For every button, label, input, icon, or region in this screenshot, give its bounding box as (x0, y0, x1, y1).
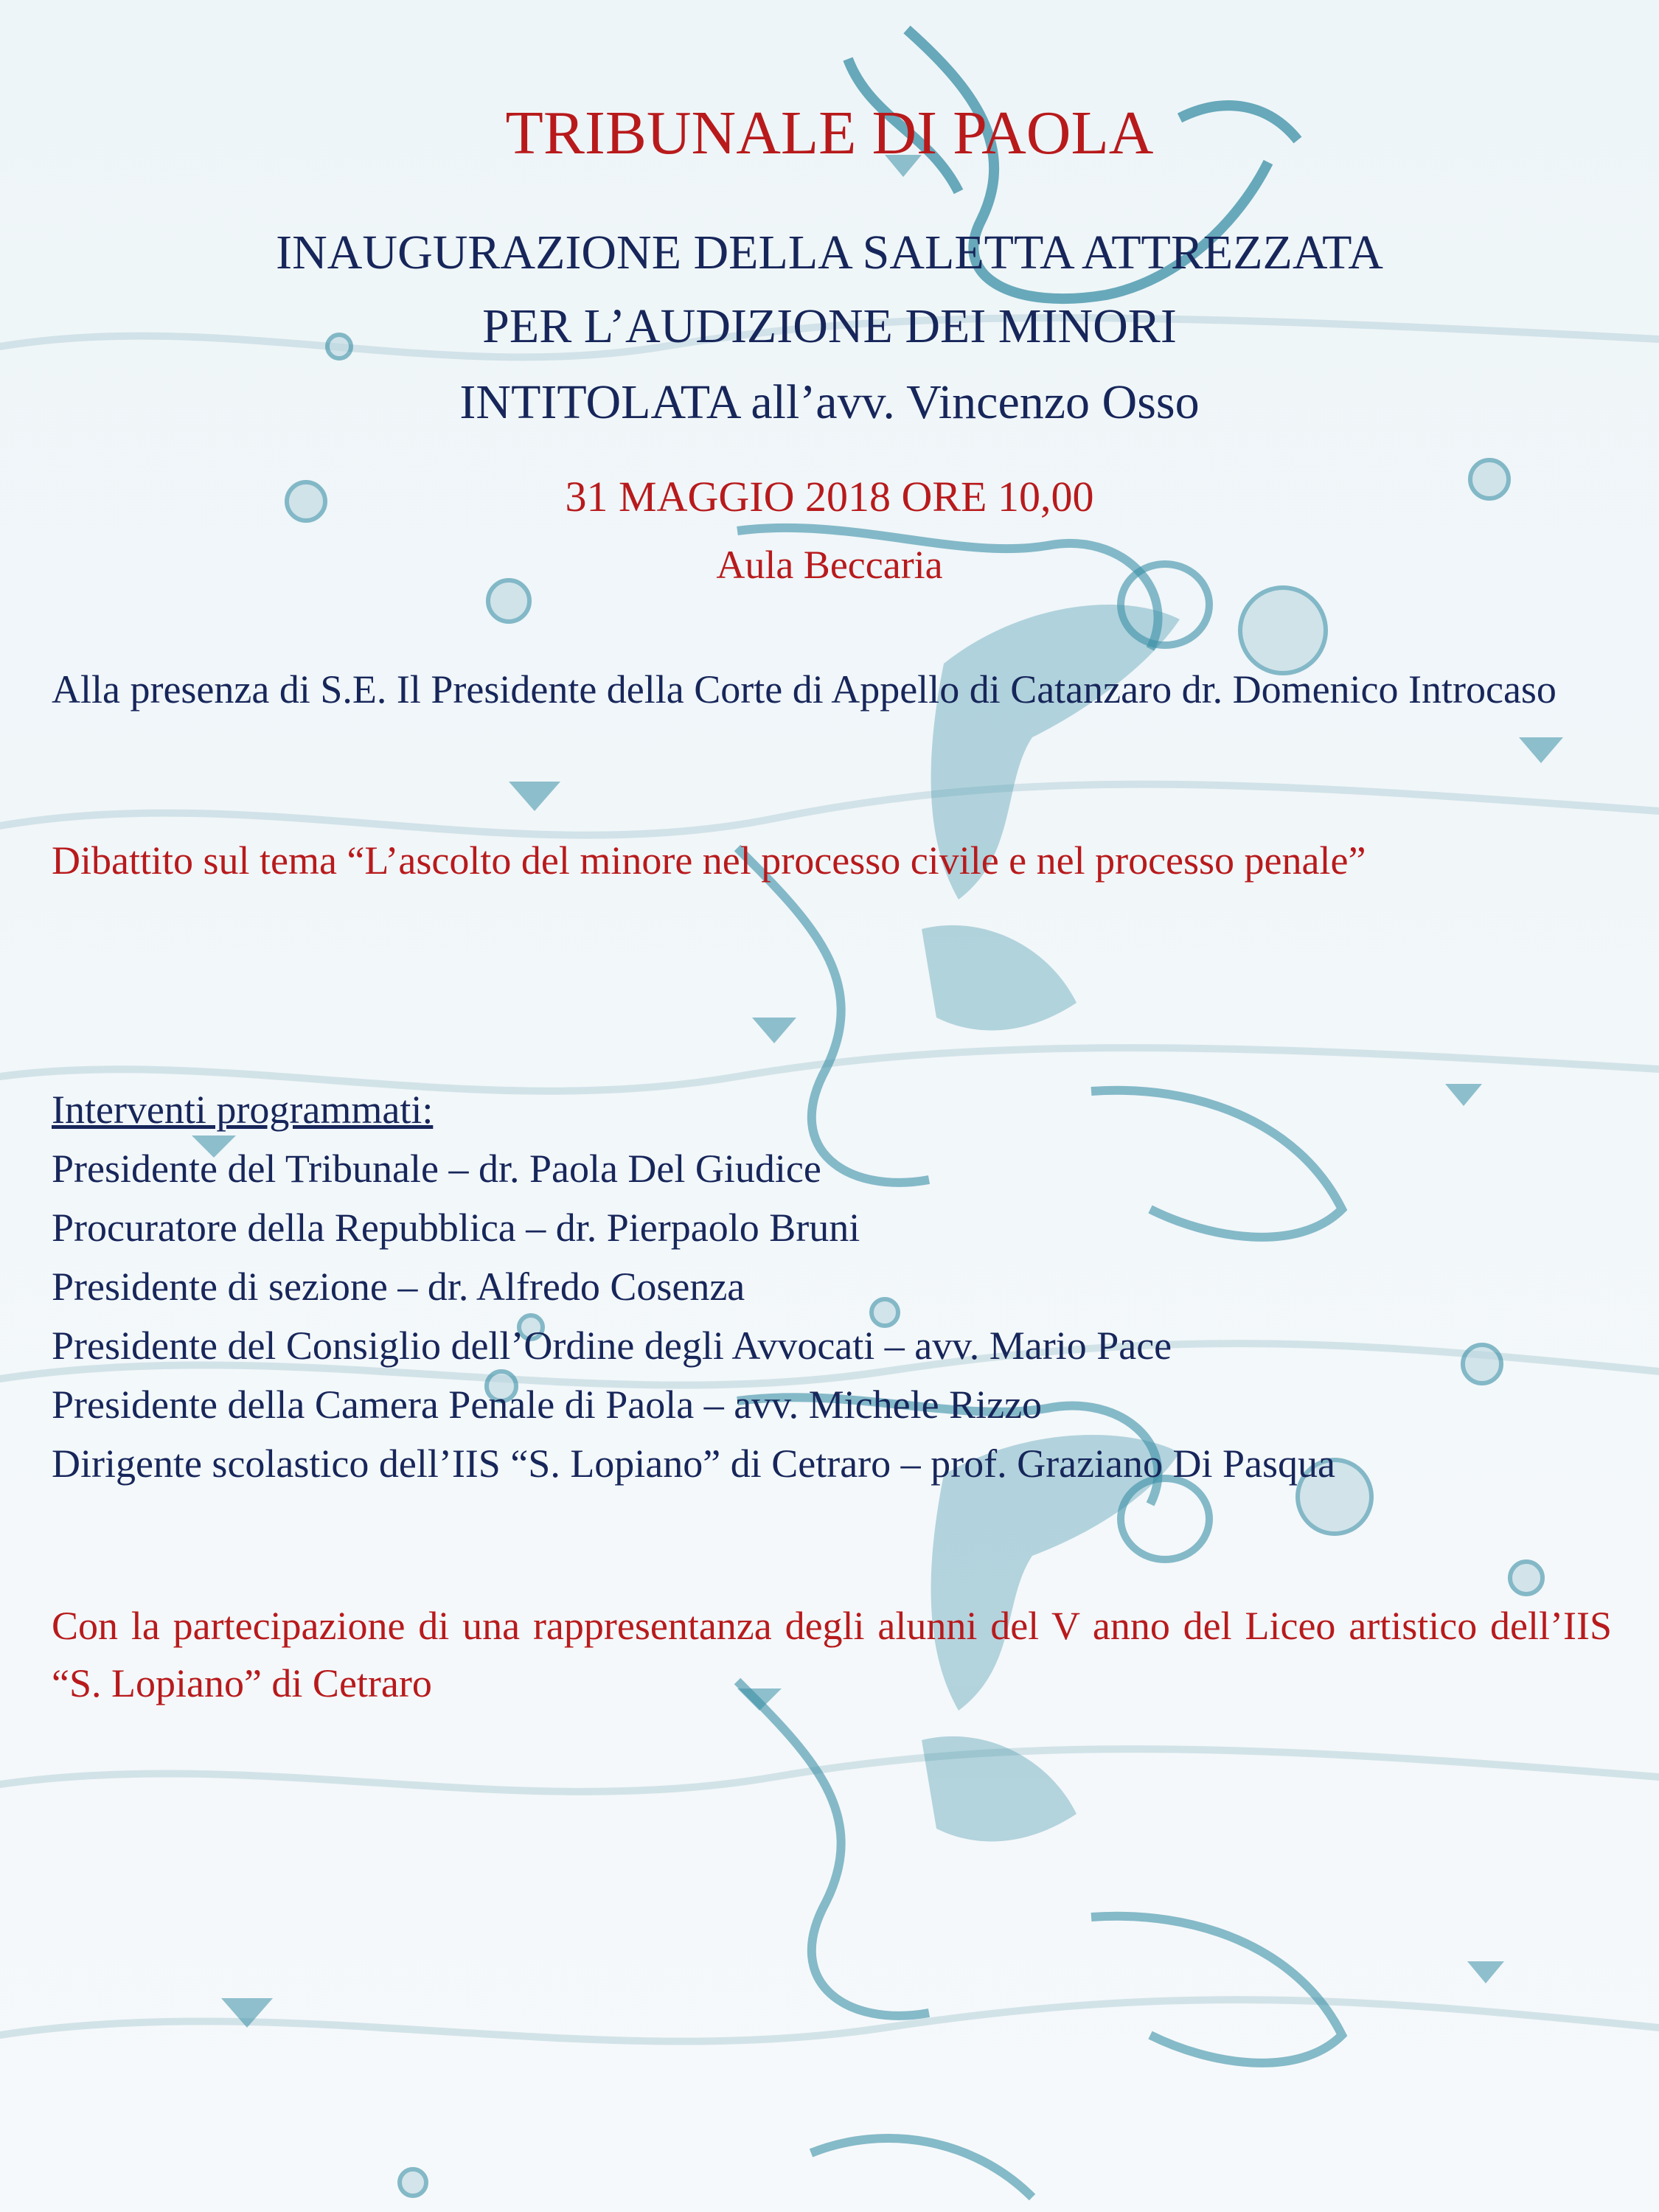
list-item: Presidente della Camera Penale di Paola – avv. Michele Rizzo (52, 1382, 1043, 1427)
interventions-list (52, 1080, 1630, 1493)
list-item: Presidente di sezione – dr. Alfredo Cosenza (52, 1265, 745, 1309)
subtitle-line-1: INAUGURAZIONE DELLA SALETTA ATTREZZATA (276, 226, 1383, 279)
subtitle-line-2: PER L’AUDIZIONE DEI MINORI (482, 299, 1177, 353)
list-item: Procuratore della Repubblica – dr. Pierpaolo Bruni (52, 1206, 860, 1250)
list-item: Dirigente scolastico dell’IIS “S. Lopiano” di Cetraro – prof. Graziano Di Pasqua (52, 1441, 1335, 1486)
list-item: Presidente del Consiglio dell’Ordine degli Avvocati – avv. Mario Pace (52, 1324, 1172, 1368)
list-item: Presidente del Tribunale – dr. Paola Del Giudice (52, 1147, 821, 1191)
event-venue: Aula Beccaria (716, 543, 943, 587)
debate-paragraph: Dibattito sul tema “L’ascolto del minore nel processo civile e nel processo penale” (52, 838, 1366, 883)
event-date-time: 31 MAGGIO 2018 ORE 10,00 (565, 473, 1094, 521)
participation-paragraph: Con la partecipazione di una rappresentanza degli alunni del V anno del Liceo artistico dell’IIS “S. Lopiano” di Cetraro (52, 1604, 1612, 1705)
page-title: TRIBUNALE DI PAOLA (505, 99, 1154, 167)
presence-paragraph: Alla presenza di S.E. Il Presidente della Corte di Appello di Catanzaro dr. Domenico Introcaso (52, 667, 1557, 712)
interventions-heading: Interventi programmati: (52, 1088, 434, 1132)
subtitle-line-3: INTITOLATA all’avv. Vincenzo Osso (459, 375, 1200, 429)
